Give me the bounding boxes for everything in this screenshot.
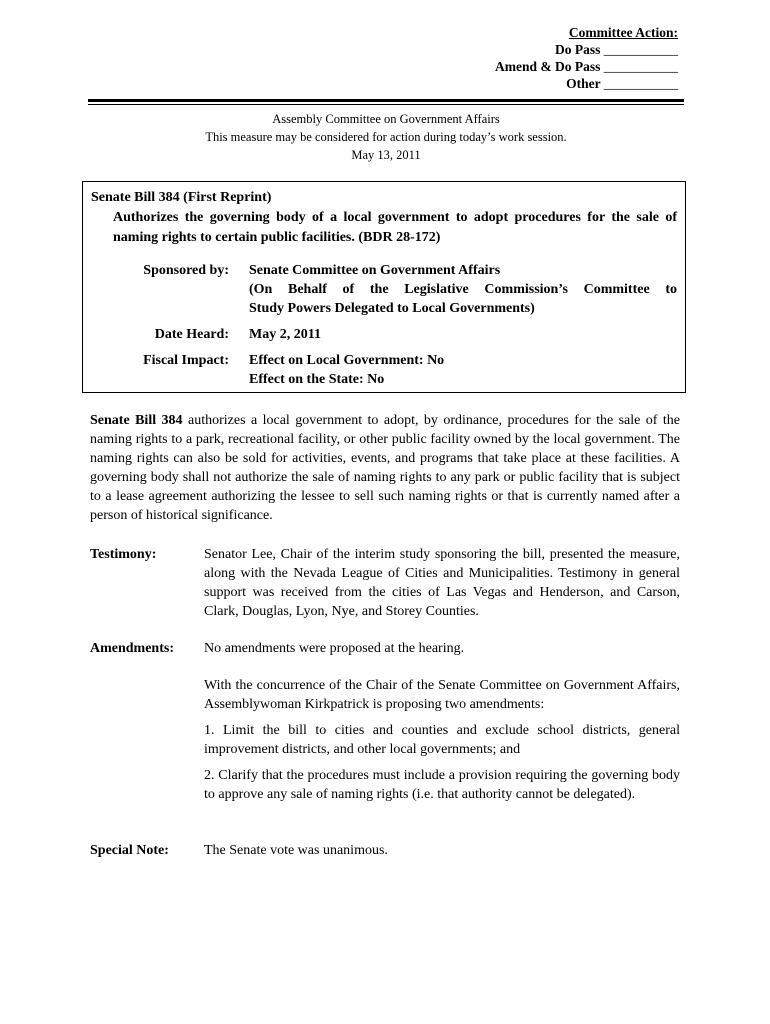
fiscal-impact-label: Fiscal Impact: [143,353,229,368]
sponsor-line: Study Powers Delegated to Local Governments) [249,301,535,316]
header-block [88,110,684,164]
summary-text: authorizes a local government to adopt, by ordinance, procedures for the sale of the naming rights to a park, recreational facility, or other public facility owned by the local government. The naming rights can also be sold for activities, events, and programs that take place at these facilities. A governing body shall not authorize the sale of naming rights to any park or public facility that is subject to a lease agreement authorizing the lessee to sell such naming rights or that is currently named after a person of historical significance. [90,413,680,523]
amend-do-pass-line [495,58,678,75]
do-pass-line [495,41,678,58]
committee-action-title: Committee Action: [568,25,678,40]
sponsored-label: Sponsored by: [143,263,229,278]
other-line [495,75,678,92]
header-rule-thick [88,99,684,102]
amendment-item-2: 2. Clarify that the procedures must include a provision requiring the governing body to approve any sale of naming rights (i.e. that authority cannot be delegated). [204,768,680,802]
do-pass-blank: ___________ [603,42,678,57]
amend-do-pass-blank: ___________ [603,59,678,74]
fiscal-line: Effect on the State: No [249,372,385,387]
amendments-label: Amendments: [90,641,174,656]
date-heard-label: Date Heard: [154,327,229,342]
bill-summary [90,411,680,525]
bill-title: Senate Bill 384 (First Reprint) [91,190,272,205]
amendment-item-1: 1. Limit the bill to cities and counties and exclude school districts, general improvement districts, and other local governments; and [204,723,680,757]
header-rule-thin [88,104,684,105]
fiscal-line: Effect on Local Government: No [249,353,445,368]
other-blank: ___________ [603,76,678,91]
testimony-label: Testimony: [90,547,157,562]
date-heard-value: May 2, 2011 [249,327,321,342]
other-label: Other [566,76,601,91]
amendments-intro: With the concurrence of the Chair of the Senate Committee on Government Affairs, Assemblywoman Kirkpatrick is proposing two amendments: [204,678,680,712]
testimony-text: Senator Lee, Chair of the interim study sponsoring the bill, presented the measure, along with the Nevada League of Cities and Municipalities. Testimony in general support was received from the cities of Las Vegas and Henderson, and Carson, Clark, Douglas, Lyon, Nye, and Storey Counties. [204,547,680,619]
amendments-none-text: No amendments were proposed at the hearing. [204,641,465,656]
header-date: May 13, 2011 [351,148,421,162]
work-session-notice: This measure may be considered for action during today’s work session. [205,130,567,144]
committee-name: Assembly Committee on Government Affairs [272,112,500,126]
sponsor-line: Senate Committee on Government Affairs [249,263,501,278]
amend-do-pass-label: Amend & Do Pass [494,59,601,74]
summary-bold-lead: Senate Bill 384 [90,413,183,428]
committee-action-block [495,24,678,92]
special-note-label: Special Note: [90,843,169,858]
sponsor-line: (On Behalf of the Legislative Commission’s Committee to [249,282,677,297]
bill-info-box [82,181,686,393]
fiscal-impact-value [249,351,677,389]
do-pass-label: Do Pass [554,42,601,57]
special-note-text: The Senate vote was unanimous. [204,843,388,858]
bill-description: Authorizes the governing body of a local government to adopt procedures for the sale of naming rights to certain public facilities. (BDR 28-172) [113,210,677,245]
sponsored-value [249,261,677,318]
